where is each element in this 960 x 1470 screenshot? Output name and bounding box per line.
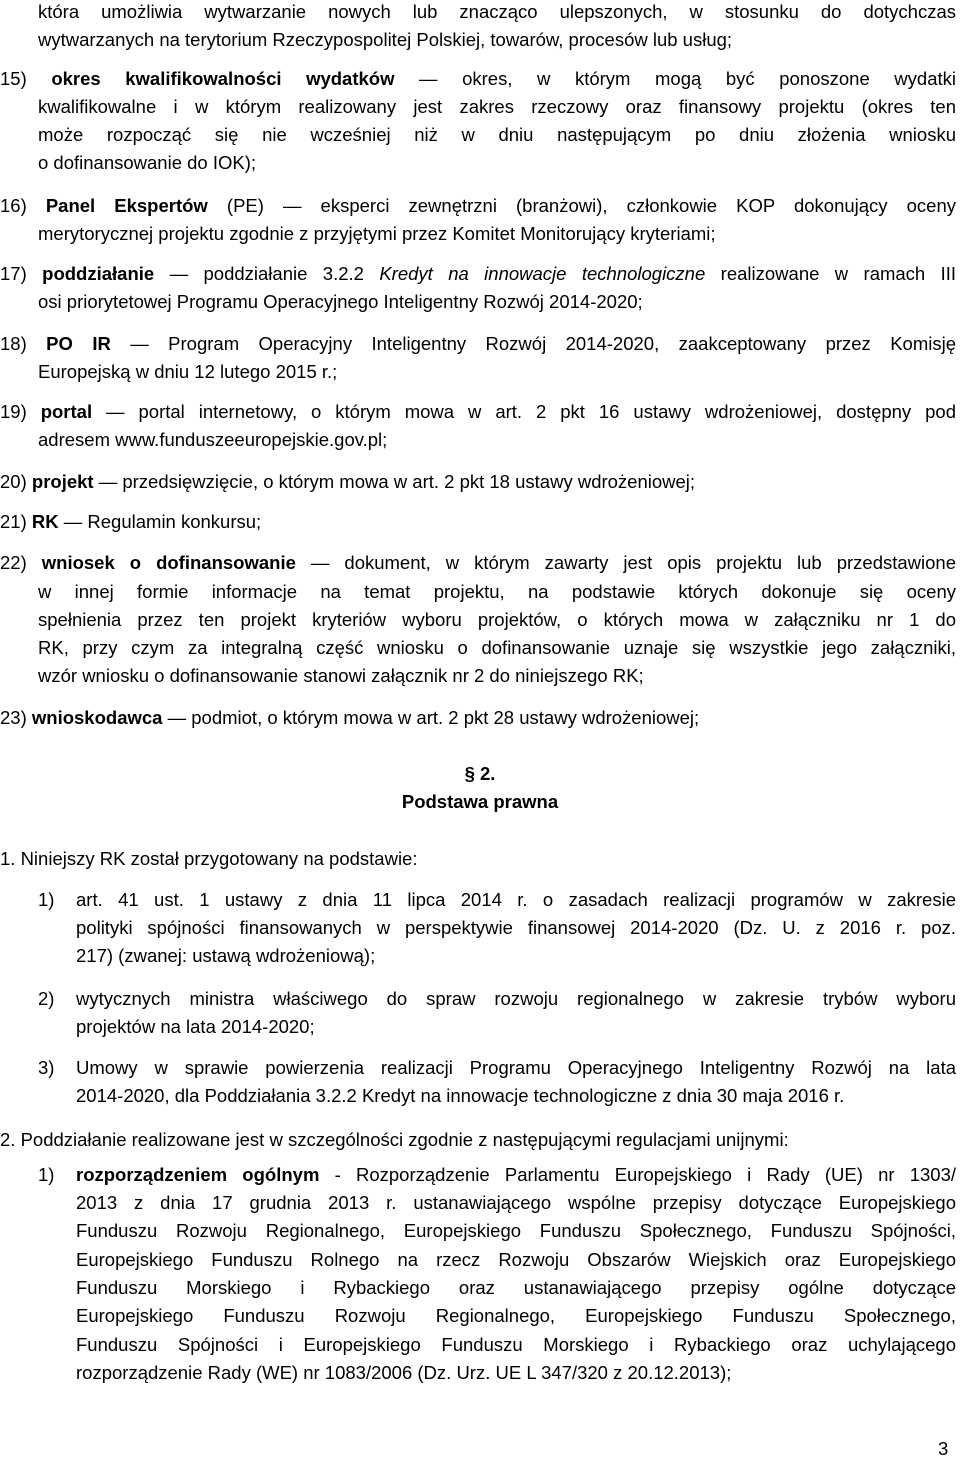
paragraph-1-item-3: 3) Umowy w sprawie powierzenia realizacji Programu Operacyjnego Inteligentny Rozwój na lata [38, 1057, 956, 1078]
paragraph-2-item-1-line-7: Funduszu Spójności i Europejskiego Funduszu Morskiego i Rybackiego oraz uchylającego [76, 1334, 956, 1355]
definition-number: 22) [0, 552, 27, 573]
definition-23: 23) wnioskodawca — podmiot, o którym mowa w art. 2 pkt 28 ustawy wdrożeniowej; [0, 707, 700, 728]
definition-term: projekt [31, 471, 94, 492]
definition-22-line-3: spełnienia przez ten projekt kryteriów wyboru projektów, o których mowa w załączniku nr 1 do [38, 609, 956, 630]
paragraph-1: 1. Niniejszy RK został przygotowany na podstawie: [0, 848, 418, 869]
definition-22-line-5: wzór wniosku o dofinansowanie stanowi załącznik nr 2 do niniejszego RK; [38, 665, 644, 686]
section-number: § 2. [464, 763, 496, 784]
definition-18-line-2: Europejską w dniu 12 lutego 2015 r.; [38, 361, 338, 382]
definition-22: 22) wniosek o dofinansowanie — dokument, w którym zawarty jest opis projektu lub przedstawione [0, 552, 956, 573]
definition-17-line-2: osi priorytetowej Programu Operacyjnego Inteligentny Rozwój 2014-2020; [38, 291, 643, 312]
definition-number: 16) [0, 195, 27, 216]
definition-term: Panel Ekspertów [45, 195, 208, 216]
definition-16-line-2: merytorycznej projektu zgodnie z przyjętymi przez Komitet Monitorujący kryteriami; [38, 223, 716, 244]
subaction-name: Kredyt na innowacje technologiczne [379, 263, 706, 284]
paragraph-2-item-1-line-8: rozporządzenie Rady (WE) nr 1083/2006 (Dz. Urz. UE L 347/320 z 20.12.2013); [76, 1362, 732, 1383]
section-title: Podstawa prawna [401, 791, 559, 812]
continuation-line-2: wytwarzanych na terytorium Rzeczypospolitej Polskiej, towarów, procesów lub usług; [38, 29, 733, 50]
definition-15-line-2: kwalifikowalne i w którym realizowany jest zakres rzeczowy oraz finansowy projektu (okres ten [38, 96, 956, 117]
paragraph-1-item-1-line-2: polityki spójności finansowanych w perspektywie finansowej 2014-2020 (Dz. U. z 2016 r. poz. [76, 917, 956, 938]
definition-number: 19) [0, 401, 27, 422]
continuation-line-1: która umożliwia wytwarzanie nowych lub znacząco ulepszonych, w stosunku do dotychczas [38, 1, 956, 22]
paragraph-2-item-1: 1) rozporządzeniem ogólnym - Rozporządzenie Parlamentu Europejskiego i Rady (UE) nr 1303/ [38, 1164, 957, 1185]
item-number: 3) [38, 1057, 55, 1078]
paragraph-1-item-1: 1) art. 41 ust. 1 ustawy z dnia 11 lipca 2014 r. o zasadach realizacji programów w zakresie [38, 889, 956, 910]
definition-term: RK [31, 511, 59, 532]
definition-15: 15) okres kwalifikowalności wydatków — okres, w którym mogą być ponoszone wydatki [0, 68, 956, 89]
definition-term: portal [40, 401, 93, 422]
definition-20: 20) projekt — przedsięwzięcie, o którym mowa w art. 2 pkt 18 ustawy wdrożeniowej; [0, 471, 696, 492]
paragraph-2-item-1-line-2: 2013 z dnia 17 grudnia 2013 r. ustanawiającego wspólne przepisy dotyczące Europejskiego [76, 1192, 956, 1213]
definition-17: 17) poddziałanie — poddziałanie 3.2.2 Kredyt na innowacje technologiczne realizowane w ramach III [0, 263, 957, 284]
definition-number: 23) [0, 707, 27, 728]
definition-19-line-2: adresem www.funduszeeuropejskie.gov.pl; [38, 429, 388, 450]
definition-16: 16) Panel Ekspertów (PE) — eksperci zewnętrzni (branżowi), członkowie KOP dokonujący oceny [0, 195, 957, 216]
regulation-term: rozporządzeniem ogólnym [76, 1164, 320, 1185]
definition-21: 21) RK — Regulamin konkursu; [0, 511, 262, 532]
definition-term: wniosek o dofinansowanie [41, 552, 296, 573]
definition-number: 17) [0, 263, 27, 284]
paragraph-2-item-1-line-4: Europejskiego Funduszu Rolnego na rzecz Rozwoju Obszarów Wiejskich oraz Europejskiego [76, 1249, 956, 1270]
paragraph-1-item-2: 2) wytycznych ministra właściwego do spraw rozwoju regionalnego w zakresie trybów wyboru [38, 988, 956, 1009]
paragraph-2-item-1-line-3: Funduszu Rozwoju Regionalnego, Europejskiego Funduszu Społecznego, Funduszu Spójności, [76, 1220, 956, 1241]
definition-22-line-4: RK, przy czym za integralną część wniosku o dofinansowanie uznaje się wszystkie jego załączniki, [38, 637, 956, 658]
definition-number: 20) [0, 471, 27, 492]
item-number: 2) [38, 988, 55, 1009]
definition-term: wnioskodawca [31, 707, 163, 728]
paragraph-1-item-1-line-3: 217) (zwanej: ustawą wdrożeniową); [76, 945, 376, 966]
definition-term: okres kwalifikowalności wydatków [51, 68, 395, 89]
definition-15-line-3: może rozpocząć się nie wcześniej niż w dniu następującym po dniu złożenia wniosku [38, 124, 956, 145]
paragraph-2-item-1-line-6: Europejskiego Funduszu Rozwoju Regionalnego, Europejskiego Funduszu Społecznego, [76, 1305, 956, 1326]
paragraph-2-item-1-line-5: Funduszu Morskiego i Rybackiego oraz ustanawiającego przepisy ogólne dotyczące [76, 1277, 956, 1298]
definition-15-line-4: o dofinansowanie do IOK); [38, 152, 257, 173]
paragraph-2: 2. Poddziałanie realizowane jest w szczególności zgodnie z następującymi regulacjami unijnymi: [0, 1129, 789, 1150]
page-number: 3 [938, 1438, 949, 1459]
item-number: 1) [38, 889, 55, 910]
definition-number: 21) [0, 511, 27, 532]
definition-19: 19) portal — portal internetowy, o którym mowa w art. 2 pkt 16 ustawy wdrożeniowej, dostępny pod [0, 401, 956, 422]
paragraph-1-item-2-line-2: projektów na lata 2014-2020; [76, 1016, 315, 1037]
definition-term: poddziałanie [42, 263, 155, 284]
definition-18: 18) PO IR — Program Operacyjny Inteligentny Rozwój 2014-2020, zaakceptowany przez Komisję [0, 333, 957, 354]
paragraph-1-item-3-line-2: 2014-2020, dla Poddziałania 3.2.2 Kredyt na innowacje technologiczne z dnia 30 maja 2016 r. [76, 1085, 845, 1106]
definition-22-line-2: w innej formie informacje na temat projektu, na podstawie których dokonuje się oceny [38, 581, 956, 602]
definition-term: PO IR [46, 333, 111, 354]
definition-number: 15) [0, 68, 27, 89]
item-number: 1) [38, 1164, 55, 1185]
definition-number: 18) [0, 333, 27, 354]
